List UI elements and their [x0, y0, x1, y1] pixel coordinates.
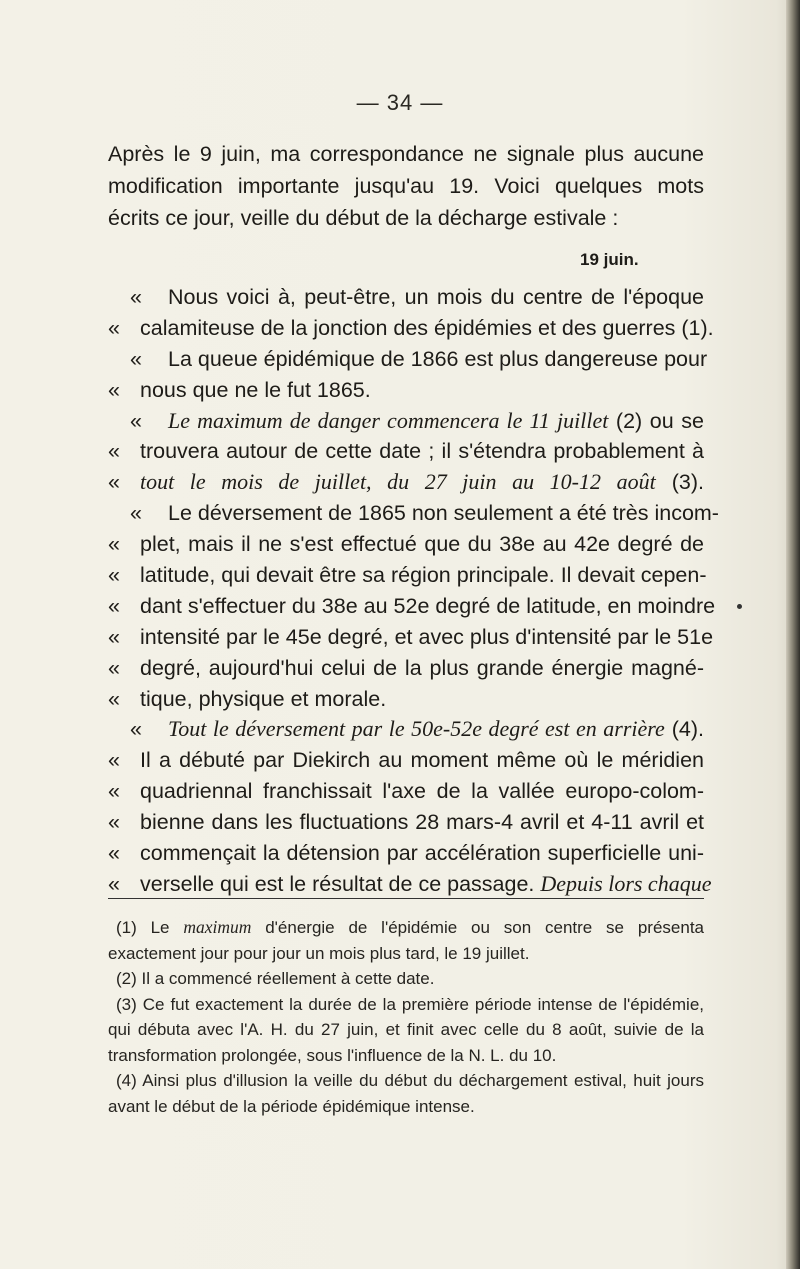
text-run: (2) ou se [608, 408, 704, 433]
page-number: — 34 — [356, 90, 444, 115]
quote-mark: « [130, 346, 142, 371]
quote-mark: « [108, 315, 120, 340]
italic-text: tout le mois de juillet, du 27 juin au 10-12 août [140, 469, 656, 495]
text-run: nous que ne le fut 1865. [140, 377, 371, 402]
text-run: Il a débuté par Diekirch au moment même où le méridien [140, 748, 704, 773]
quote-mark: « [108, 563, 120, 588]
text-run: intensité par le 45e degré, et avec plus d'intensité par le 51e [140, 624, 714, 649]
quote-line [108, 282, 704, 313]
quote-line-text [140, 529, 704, 560]
quote-mark: « [108, 871, 120, 896]
text-run: (3). [655, 470, 704, 495]
text-run: latitude, qui devait être sa région principale. Il devait cepen- [140, 563, 707, 588]
text-run: verselle qui est le résultat de ce passage. [140, 871, 541, 896]
footnote-rule [108, 898, 704, 899]
quote-line [108, 498, 719, 529]
quote-line [108, 344, 708, 375]
quote-line-text [140, 467, 704, 498]
text-run: commençait la détension par accélération superficielle uni- [140, 841, 704, 866]
quote-mark: « [108, 686, 120, 711]
quoted-letter [108, 282, 719, 900]
quote-line-text [168, 344, 708, 375]
quote-line [108, 529, 704, 560]
quote-line [108, 684, 704, 715]
quote-line-text [140, 838, 704, 869]
quote-line [108, 653, 704, 684]
footnote-2 [108, 966, 704, 992]
quote-line [108, 776, 704, 807]
quote-line [108, 467, 704, 498]
quote-mark: « [108, 810, 120, 835]
page-edge-shadow [786, 0, 800, 1269]
text-run: calamiteuse de la jonction des épidémies et des guerres (1). [140, 315, 714, 340]
quote-mark: « [108, 624, 120, 649]
quote-line-text [140, 375, 704, 406]
quote-line-text [140, 745, 704, 776]
quote-mark: « [108, 439, 120, 464]
text-run: (3) Ce fut exactement la durée de la première période intense de l'épidémie, qui débuta avec l'A. H. du 27 juin, et finit avec celle du 8 août, suivie de la transformation prolongée, sous l'influence de la N. L. du 10. [108, 994, 704, 1065]
quote-mark: « [108, 470, 120, 495]
text-run: Le déversement de 1865 non seulement a été très incom- [168, 501, 719, 526]
quote-line [108, 375, 704, 406]
footnotes [108, 915, 704, 1119]
quote-mark: « [108, 748, 120, 773]
footnote-1 [108, 915, 704, 966]
quote-line-text [168, 498, 719, 529]
date-heading: 19 juin. [580, 250, 639, 269]
quote-line [108, 591, 716, 622]
text-run: (2) Il a commencé réellement à cette date. [116, 969, 435, 988]
text-run: (1) Le [116, 918, 184, 937]
quote-line-text [140, 653, 704, 684]
quote-mark: « [130, 717, 142, 742]
quote-mark: « [108, 532, 120, 557]
text-run: trouvera autour de cette date ; il s'étendra probablement à [140, 439, 704, 464]
quote-line [108, 869, 712, 900]
footnote-3 [108, 992, 704, 1069]
quote-line-text [140, 313, 714, 344]
quote-mark: « [108, 655, 120, 680]
quote-line-text [168, 282, 704, 313]
italic-text: Le maximum de danger commencera le 11 juillet [168, 407, 609, 433]
margin-speck [737, 604, 742, 609]
italic-text: Depuis lors chaque [540, 870, 712, 896]
text-run: degré, aujourd'hui celui de la plus grande énergie magné- [140, 655, 704, 680]
text-run: quadriennal franchissait l'axe de la vallée europo-colom- [140, 779, 704, 804]
quote-line-text [168, 714, 704, 745]
italic-text: Tout le déversement par le 50e-52e degré est en arrière [168, 716, 665, 742]
quote-mark: « [108, 779, 120, 804]
quote-line-text [140, 807, 704, 838]
quote-mark: « [108, 593, 120, 618]
quote-line-text [168, 406, 704, 437]
quote-mark: « [108, 377, 120, 402]
text-run: dant s'effectuer du 38e au 52e degré de latitude, en moindre [140, 593, 716, 618]
quote-line [108, 406, 704, 437]
quote-line [108, 838, 704, 869]
quote-line-text [140, 622, 714, 653]
quote-mark: « [130, 408, 142, 433]
text-run: La queue épidémique de 1866 est plus dangereuse pour [168, 346, 708, 371]
quote-line [108, 560, 707, 591]
text-run: (4) Ainsi plus d'illusion la veille du début du déchargement estival, huit jours avant le début de la période épidémique intense. [108, 1071, 704, 1116]
quote-line [108, 622, 714, 653]
quote-mark: « [130, 501, 142, 526]
quote-mark: « [130, 285, 142, 309]
text-run: Nous voici à, peut-être, un mois du centre de l'époque [168, 285, 704, 309]
text-run: plet, mais il ne s'est effectué que du 38e au 42e degré de [140, 532, 704, 557]
quote-line-text [140, 684, 704, 715]
quote-line-text [140, 591, 716, 622]
quote-line [108, 745, 704, 776]
text-run: d'énergie de l'épidémie ou son centre se présenta exactement jour pour jour un mois plus tard, le 19 juillet. [108, 918, 704, 963]
intro-paragraph: Après le 9 juin, ma correspondance ne signale plus aucune modification importante jusqu'au 19. Voici quelques mots écrits ce jour, veille du début de la décharge estivale : [108, 142, 704, 230]
quote-line-text [140, 560, 707, 591]
text-run: tique, physique et morale. [140, 686, 387, 711]
quote-line-text [140, 776, 704, 807]
quote-line [108, 807, 704, 838]
text-run: bienne dans les fluctuations 28 mars-4 avril et 4-11 avril et [140, 810, 704, 835]
italic-text: maximum [183, 917, 252, 937]
quote-line [108, 313, 714, 344]
quote-line [108, 436, 704, 467]
quote-line-text [140, 436, 704, 467]
quote-mark: « [108, 841, 120, 866]
quote-line-text [140, 869, 712, 900]
text-run: (4). [664, 717, 704, 742]
footnote-4 [108, 1068, 704, 1119]
quote-line [108, 714, 704, 745]
